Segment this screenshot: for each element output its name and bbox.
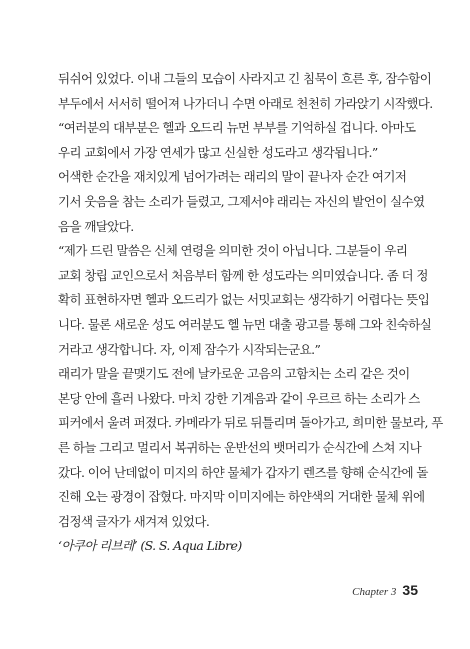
body-line: 어색한 순간을 재치있게 넘어가려는 래리의 말이 끝나자 순간 여기저 <box>58 169 407 185</box>
body-line: 뒤쉬어 있었다. 이내 그들의 모습이 사라지고 긴 침묵이 흐른 후, 잠수함이 <box>58 71 432 86</box>
body-line: 래리가 말을 끝맺기도 전에 날카로운 고음의 고함치는 소리 같은 것이 <box>58 366 410 382</box>
page-number: 35 <box>402 582 418 598</box>
body-line: 음을 깨달았다. <box>58 218 134 234</box>
body-line: 피커에서 울려 퍼졌다. 카메라가 뒤로 뒤틀리며 돌아가고, 희미한 물보라, 푸 <box>58 415 443 431</box>
body-line: 교회 창립 교인으로서 처음부터 함께 한 성도라는 의미였습니다. 좀 더 정 <box>58 267 428 283</box>
body-line: 기서 웃음을 참는 소리가 들렸고, 그제서야 래리는 자신의 발언이 실수였 <box>58 193 425 209</box>
body-line: 확히 표현하자면 헬과 오드리가 없는 서밋교회는 생각하기 어렵다는 뜻입 <box>58 292 430 308</box>
body-line: 부두에서 서서히 떨어져 나가더니 수면 아래로 천천히 가라앉기 시작했다. <box>58 95 433 111</box>
body-line: 우리 교회에서 가장 연세가 많고 신실한 성도라고 생각됩니다.” <box>58 144 378 160</box>
body-line: 본당 안에 흘러 나왔다. 마치 강한 기계음과 같이 우르르 하는 소리가 스 <box>58 390 420 406</box>
body-line: 른 하늘 그리고 멀리서 복귀하는 운반선의 뱃머리가 순식간에 스쳐 지나 <box>58 439 422 455</box>
body-line: 니다. 물론 새로운 성도 여러분도 헬 뉴먼 대출 광고를 통해 그와 친숙하실 <box>58 316 432 332</box>
body-line: 검정색 글자가 새겨져 있었다. <box>58 513 210 529</box>
body-line: 거라고 생각합니다. 자, 이제 잠수가 시작되는군요.” <box>58 341 321 357</box>
chapter-label: Chapter 3 <box>352 586 397 598</box>
body-line: “여러분의 대부분은 헬과 오드리 뉴먼 부부를 기억하실 겁니다. 아마도 <box>58 120 416 136</box>
body-line: “제가 드린 말씀은 신체 연령을 의미한 것이 아닙니다. 그분들이 우리 <box>58 243 408 259</box>
body-line: 진해 오는 광경이 잡혔다. 마지막 이미지에는 하얀색의 거대한 물체 위에 <box>58 489 425 505</box>
page-body <box>58 67 443 559</box>
body-line: 갔다. 이어 난데없이 미지의 하얀 물체가 갑자기 렌즈를 향해 순식간에 돌 <box>58 464 428 480</box>
ship-name-line: ‘아쿠아 리브레’ (S. S. Aqua Libre) <box>58 538 242 554</box>
page-footer <box>352 582 418 598</box>
